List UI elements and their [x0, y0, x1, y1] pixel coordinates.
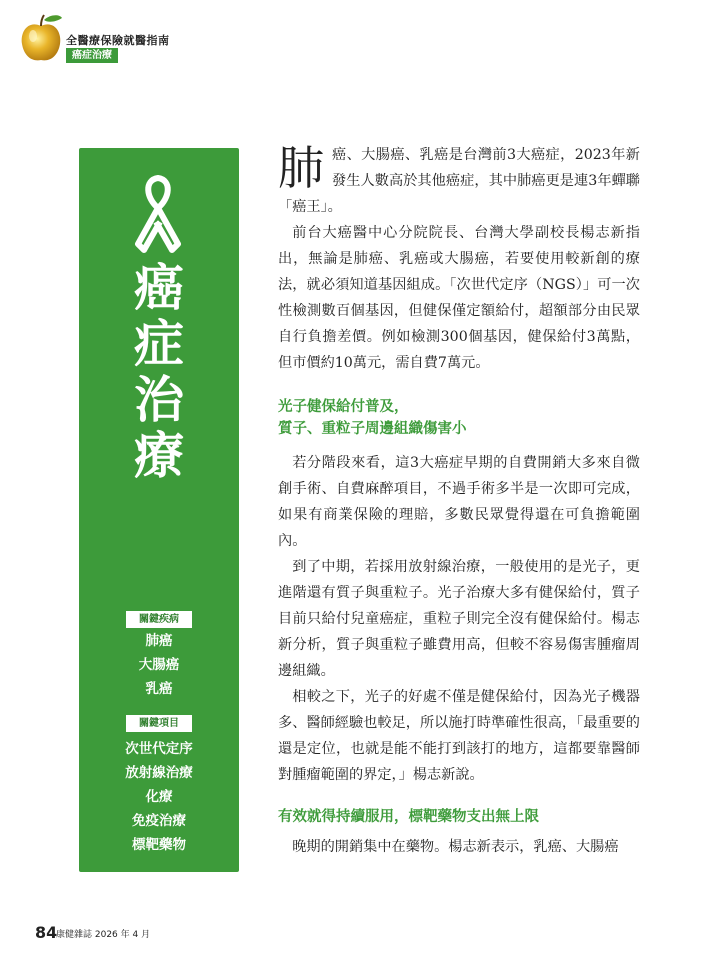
- list-item: 次世代定序: [125, 741, 193, 757]
- list-item: 乳癌: [145, 681, 173, 697]
- magazine-issue: 康健雜誌 2026 年 4 月: [56, 930, 151, 940]
- key-disease-list: [79, 629, 239, 701]
- green-sidebar: [79, 148, 239, 872]
- paragraph-5: 相較之下，光子的好處不僅是健保給付，因為光子機器多、醫師經驗也較足，所以施打時準確性很高，「最重要的還是定位，也就是能不能打到該打的地方，這都要靠醫師對腫瘤範圍的界定，」楊志新說。: [278, 689, 640, 783]
- title-char: 症: [134, 314, 184, 373]
- subheading-1-line1: 光子健保給付普及，: [278, 399, 409, 415]
- page-number: 84: [35, 923, 58, 942]
- sidebar-vertical-title: [79, 260, 239, 484]
- golden-apple-icon: [18, 12, 64, 64]
- paragraph-4: 到了中期，若採用放射線治療，一般使用的是光子，更進階還有質子與重粒子。光子治療大多有健保給付，質子目前只給付兒童癌症，重粒子則完全沒有健保給付。楊志新分析，質子與重粒子雖費用高，但較不容易傷害腫瘤周邊組織。: [278, 559, 640, 679]
- drop-cap: 肺: [278, 141, 324, 195]
- title-char: 療: [134, 426, 184, 485]
- subheading-2: 有效就得持續服用，標靶藥物支出無上限: [278, 809, 539, 825]
- list-item: 免疫治療: [132, 813, 186, 829]
- title-char: 治: [134, 370, 184, 429]
- list-item: 肺癌: [145, 633, 173, 649]
- list-item: 標靶藥物: [132, 837, 186, 853]
- key-item-label: 關鍵項目: [126, 715, 192, 732]
- key-disease-label: 關鍵疾病: [126, 611, 192, 628]
- paragraph-3: 若分階段來看，這3大癌症早期的自費開銷大多來自微創手術、自費麻醉項目，不過手術多半是一次即可完成，如果有商業保險的理賠，多數民眾覺得還在可負擔範圍內。: [278, 455, 640, 549]
- key-item-list: [79, 737, 239, 857]
- paragraph-1: [278, 142, 640, 220]
- awareness-ribbon-icon: [130, 174, 186, 254]
- paragraph-1-text: 癌、大腸癌、乳癌是台灣前3大癌症，2023年新發生人數高於其他癌症，其中肺癌更是連3年蟬聯「癌王」。: [278, 147, 640, 215]
- list-item: 大腸癌: [138, 657, 180, 673]
- list-item: 化療: [145, 789, 173, 805]
- list-item: 放射線治療: [125, 765, 193, 781]
- subheading-1-line2: 質子、重粒子周邊組織傷害小: [278, 421, 467, 437]
- title-char: 癌: [134, 258, 184, 317]
- paragraph-2: 前台大癌醫中心分院院長、台灣大學副校長楊志新指出，無論是肺癌、乳癌或大腸癌，若要使用較新創的療法，就必須知道基因組成。「次世代定序（NGS）」可一次性檢測數百個基因，但健保僅定額給付，超額部分由民眾自行負擔差價。例如檢測300個基因，健保給付3萬點，但市價約10萬元，需自費7萬元。: [278, 225, 640, 371]
- section-tag: 癌症治療: [66, 48, 118, 63]
- paragraph-6: 晚期的開銷集中在藥物。楊志新表示，乳癌、大腸癌: [292, 839, 619, 855]
- header-title: 全醫療保險就醫指南: [66, 34, 170, 47]
- subheading-1: [278, 396, 640, 440]
- article-body: [278, 142, 640, 860]
